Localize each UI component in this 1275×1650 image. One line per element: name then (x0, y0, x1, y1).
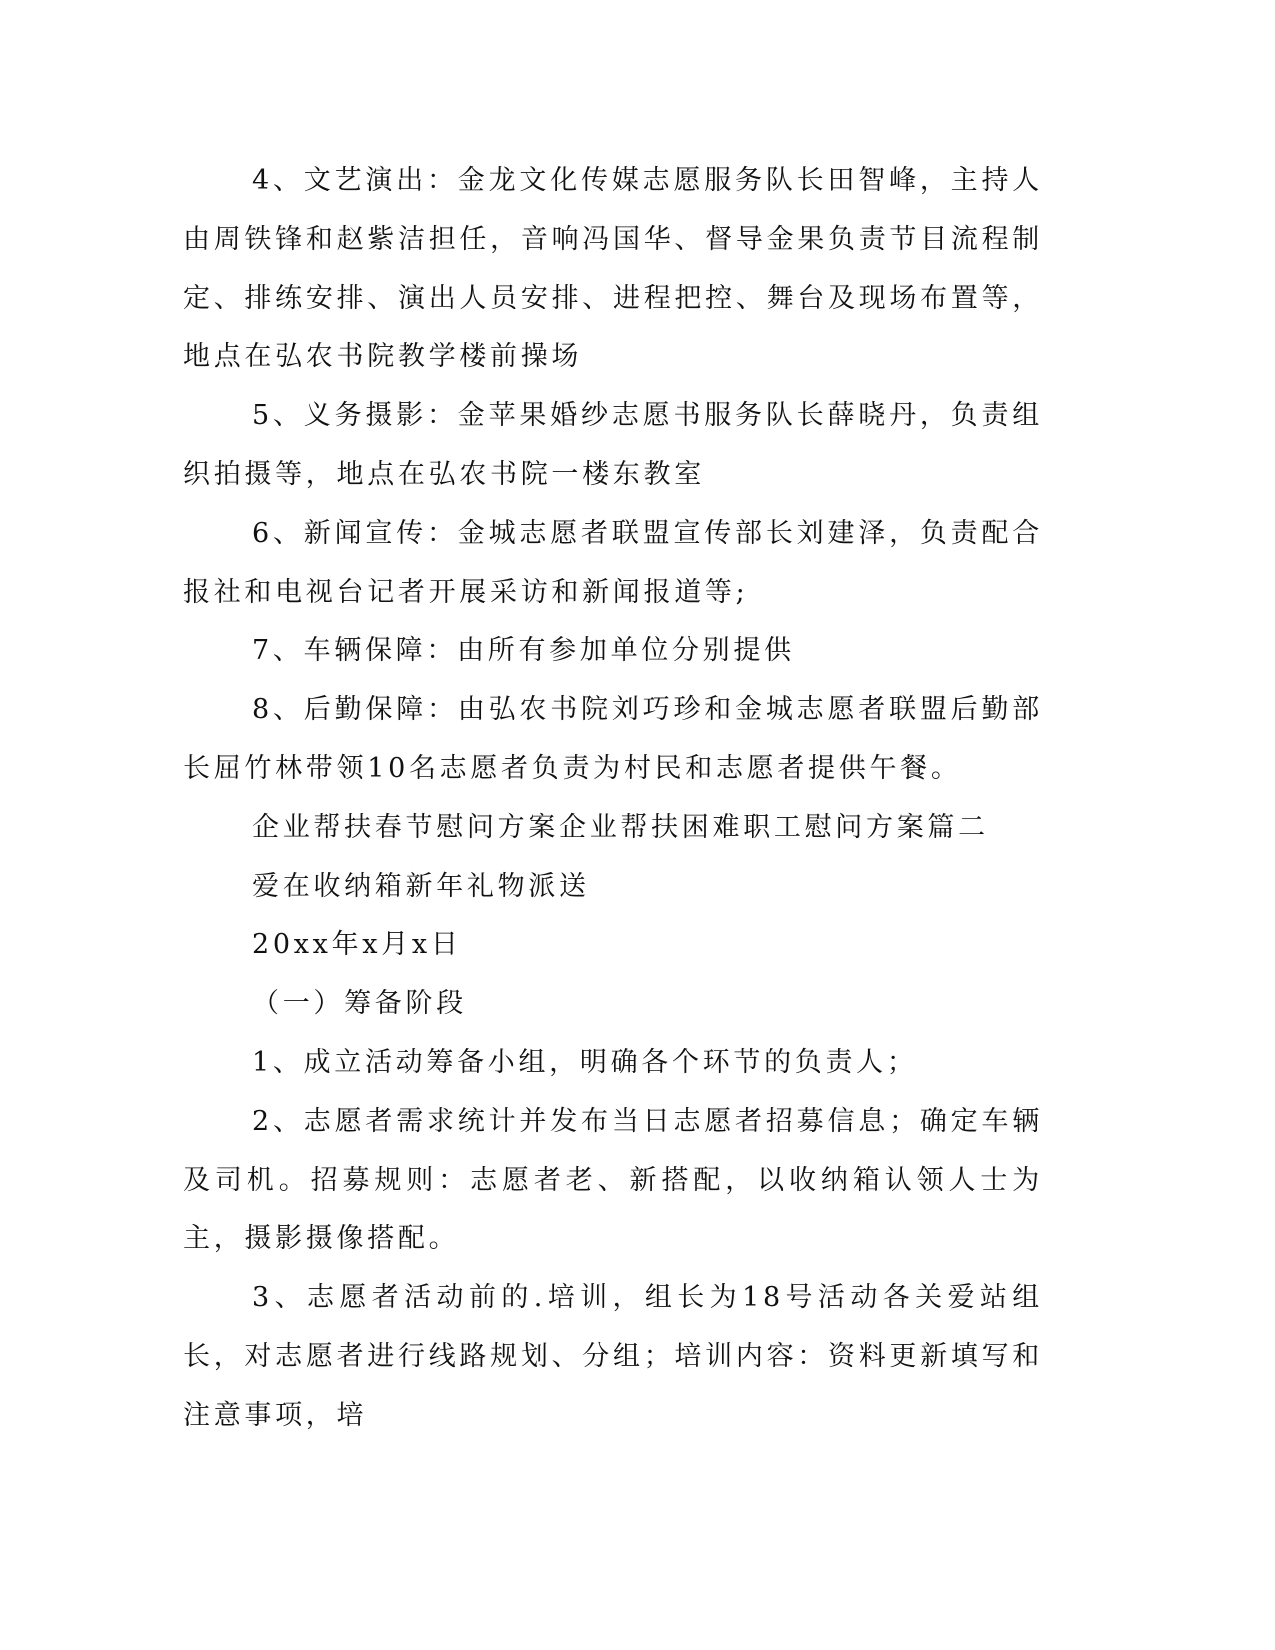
stage-heading: （一）筹备阶段 (252, 988, 467, 1020)
event-date: 20xx年x月x日 (252, 929, 462, 961)
paragraph-photography: 5、义务摄影：金苹果婚纱志愿书服务队长薛晓丹，负责组织拍摄等，地点在弘农书院一楼东教室 (183, 400, 1043, 490)
paragraph-step-3: 3、志愿者活动前的.培训，组长为18号活动各关爱站组长，对志愿者进行线路规划、分组；培训内容：资料更新填写和注意事项，培 (183, 1282, 1043, 1431)
paragraph-performance: 4、文艺演出：金龙文化传媒志愿服务队长田智峰，主持人由周铁锋和赵紫洁担任，音响冯国华、督导金果负责节目流程制定、排练安排、演出人员安排、进程把控、舞台及现场布置等，地点在弘农书院教学楼前操场 (183, 165, 1043, 373)
paragraph-news: 6、新闻宣传：金城志愿者联盟宣传部长刘建泽，负责配合报社和电视台记者开展采访和新闻报道等; (183, 517, 1043, 608)
paragraph-step-2: 2、志愿者需求统计并发布当日志愿者招募信息；确定车辆及司机。招募规则：志愿者老、新搭配，以收纳箱认领人士为主，摄影摄像搭配。 (183, 1105, 1043, 1255)
document-body (183, 152, 1043, 1446)
section-heading: 企业帮扶春节慰问方案企业帮扶困难职工慰问方案篇二 (252, 811, 989, 843)
event-title: 爱在收纳箱新年礼物派送 (252, 870, 590, 902)
paragraph-step-1: 1、成立活动筹备小组，明确各个环节的负责人； (252, 1046, 918, 1078)
paragraph-logistics: 8、后勤保障：由弘农书院刘巧珍和金城志愿者联盟后勤部长屈竹林带领10名志愿者负责为村民和志愿者提供午餐。 (183, 694, 1043, 784)
paragraph-vehicles: 7、车辆保障：由所有参加单位分别提供 (252, 635, 795, 667)
